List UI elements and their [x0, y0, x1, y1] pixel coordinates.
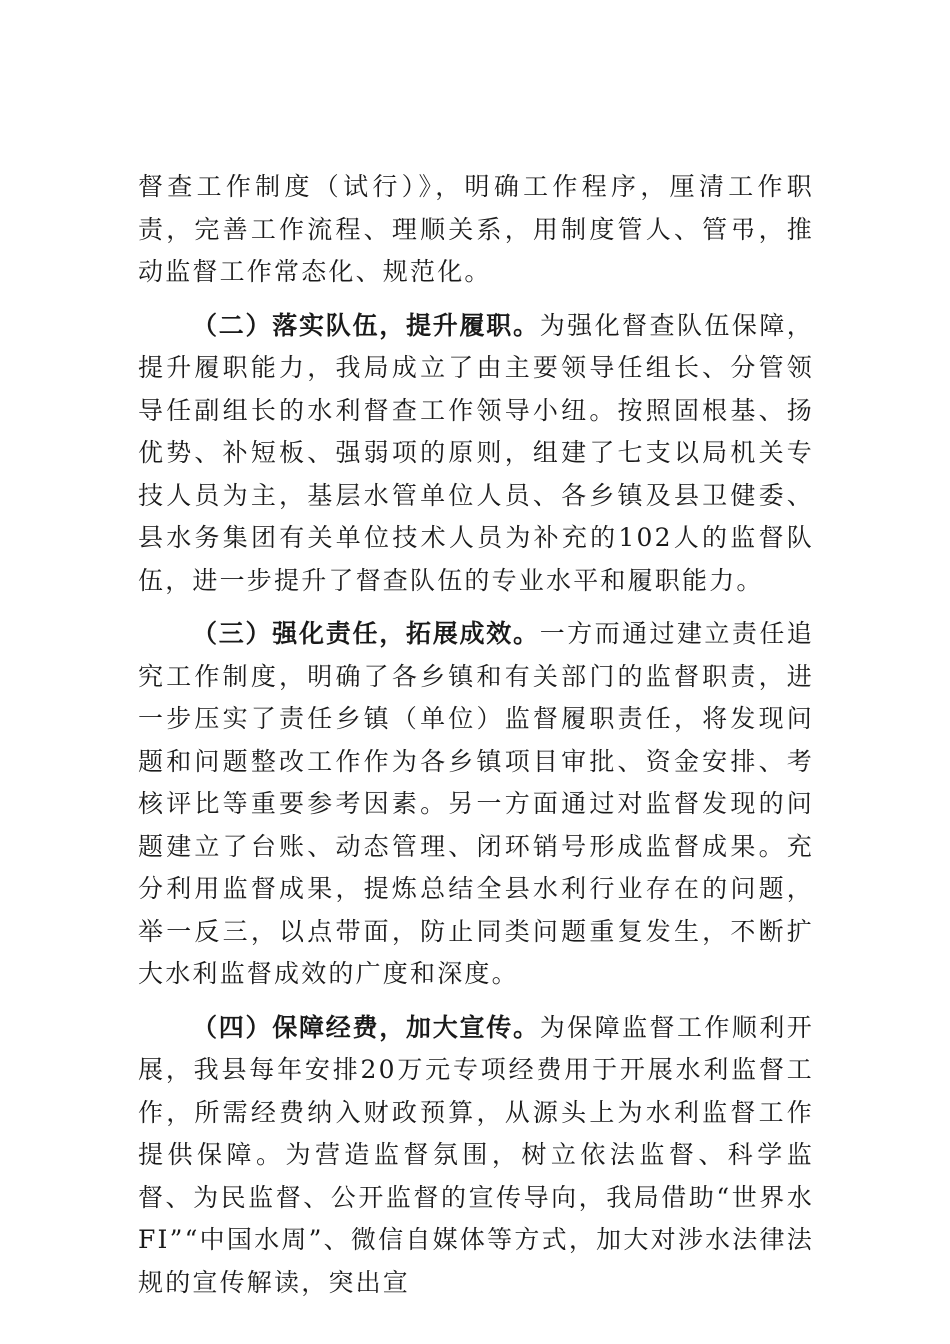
- document-body: [138, 166, 814, 1315]
- paragraph-text: 为强化督查队伍保障，提升履职能力，我局成立了由主要领导任组长、分管领导任副组长的水利督查工作领导小纽。按照固根基、扬优势、补短板、强弱项的原则，组建了七支以局机关专技人员为主，基层水管单位人员、各乡镇及县卫健委、县水务集团有关单位技术人员为补充的102人的监督队伍，进一步提升了督查队伍的专业水平和履职能力。: [138, 310, 814, 595]
- paragraph-text: 为保障监督工作顺利开展，我县每年安排20万元专项经费用于开展水利监督工作，所需经费纳入财政预算，从源头上为水利监督工作提供保障。为营造监督氛围，树立依法监督、科学监督、为民监督、公开监督的宣传导向，我局借助“世界水FI”“中国水周”、微信自媒体等方式，加大对涉水法律法规的宣传解读，突出宣: [138, 1012, 814, 1297]
- section-heading: （三）强化责任，拓展成效。: [192, 619, 540, 648]
- paragraph-section-2: [138, 305, 814, 603]
- paragraph-continuation: [138, 166, 814, 294]
- paragraph-text: 督查工作制度（试行）》，明确工作程序，厘清工作职责，完善工作流程、理顺关系，用制度管人、管弔，推动监督工作常态化、规范化。: [138, 172, 814, 286]
- paragraph-text: 一方而通过建立责任追究工作制度，明确了各乡镇和有关部门的监督职责，进一步压实了责任乡镇（单位）监督履职责任，将发现问题和问题整改工作作为各乡镇项目审批、资金安排、考核评比等重要参考因素。另一方面通过对监督发现的问题建立了台账、动态管理、闭环销号形成监督成果。充分利用监督成果，提炼总结全县水利行业存在的问题，举一反三，以点带面，防止同类问题重复发生，不断扩大水利监督成效的广度和深度。: [138, 619, 814, 988]
- paragraph-section-3: [138, 613, 814, 996]
- paragraph-section-4: [138, 1007, 814, 1305]
- section-heading: （四）保障经费，加大宣传。: [192, 1012, 540, 1042]
- section-heading: （二）落实队伍，提升履职。: [192, 310, 540, 340]
